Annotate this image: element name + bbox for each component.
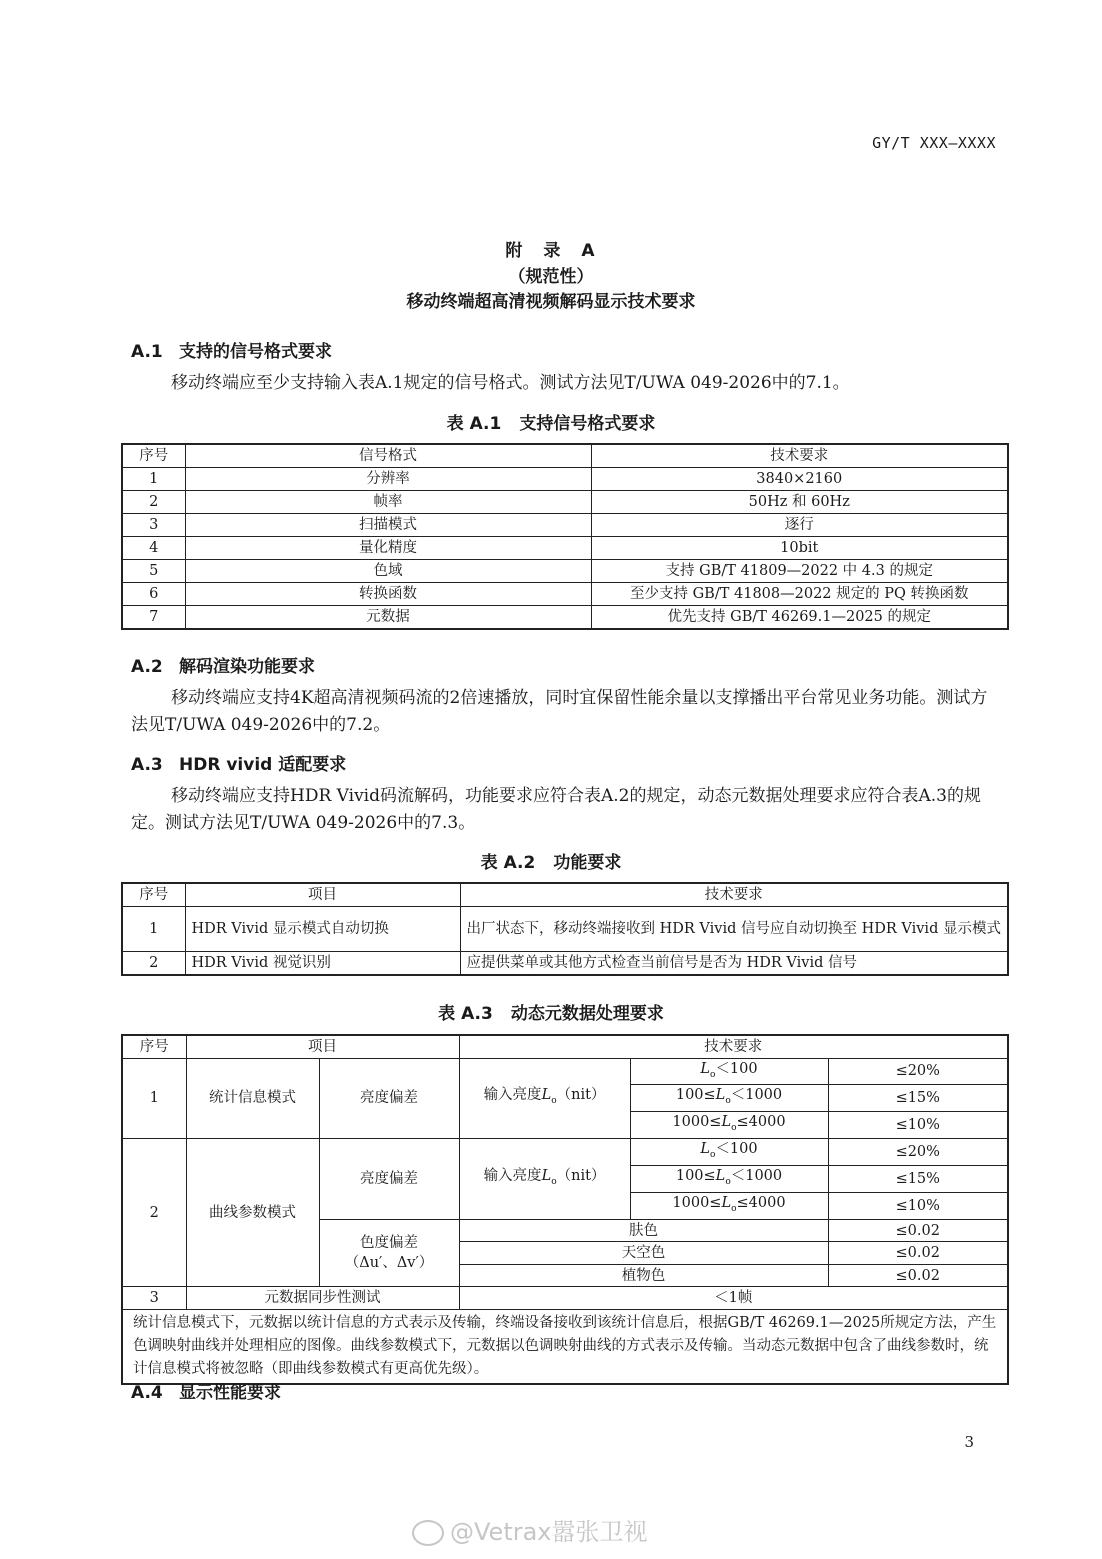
- section-title: 支持的信号格式要求: [179, 342, 332, 362]
- range-suffix: ≤4000: [736, 1194, 786, 1211]
- section-heading-a3: [131, 750, 346, 775]
- table-cell: 3840×2160: [591, 468, 1008, 491]
- table-cell: 帧率: [185, 491, 591, 514]
- range-prefix: 100≤: [675, 1087, 716, 1104]
- range-cell: [630, 1166, 828, 1193]
- table-cell: 元数据同步性测试: [186, 1287, 459, 1310]
- section-number: A.2: [131, 657, 163, 677]
- table-cell: 分辨率: [185, 468, 591, 491]
- luminance-symbol: L: [721, 1194, 732, 1211]
- luminance-symbol: L: [541, 1168, 552, 1185]
- range-suffix: ＜1000: [730, 1168, 783, 1185]
- range-cell: [630, 1058, 828, 1085]
- range-suffix: ＜100: [715, 1060, 758, 1077]
- caption-text: 动态元数据处理要求: [510, 1004, 664, 1024]
- table-cell: 优先支持 GB/T 46269.1—2025 的规定: [591, 606, 1008, 630]
- input-unit: （nit）: [556, 1087, 606, 1104]
- table-cell: 曲线参数模式: [186, 1139, 319, 1287]
- table-header-cell: 序号: [122, 1035, 186, 1058]
- table-header-row: [122, 883, 1008, 907]
- color-name-cell: 肤色: [459, 1219, 828, 1242]
- range-cell: [630, 1192, 828, 1219]
- section-heading-a1: [131, 337, 332, 362]
- caption-text: 支持信号格式要求: [519, 414, 656, 434]
- table-cell: 至少支持 GB/T 41808—2022 规定的 PQ 转换函数: [591, 583, 1008, 606]
- table-note: 统计信息模式下，元数据以统计信息的方式表示及传输，终端设备接收到该统计信息后，根据GB/T 46269.1—2025所规定方法，产生色调映射曲线并处理相应的图像。曲线参数模式下，元数据以色调映射曲线的方式表示及传输。当动态元数据中包含了曲线参数时，统计信息模式将被忽略（即曲线参数模式有更高优先级）。: [122, 1309, 1008, 1384]
- limit-cell: ≤10%: [828, 1112, 1008, 1139]
- table-cell: HDR Vivid 视觉识别: [185, 952, 460, 976]
- section-title: 显示性能要求: [179, 1383, 281, 1403]
- section-text-a2: 移动终端应支持4K超高清视频码流的2倍速播放，同时宜保留性能余量以支撑播出平台常见业务功能。测试方法见T/UWA 049-2026中的7.2。: [131, 688, 988, 735]
- table-a1: [121, 443, 1009, 630]
- table-a1-caption: [0, 409, 1102, 434]
- range-prefix: 1000≤: [672, 1194, 722, 1211]
- section-heading-a4: [131, 1378, 281, 1403]
- table-cell: 4: [122, 537, 185, 560]
- section-title: HDR vivid 适配要求: [179, 755, 347, 775]
- table-cell: 2: [122, 952, 185, 976]
- luminance-subscript: o: [710, 1150, 716, 1161]
- appendix-title: 移动终端超高清视频解码显示技术要求: [406, 292, 696, 312]
- table-header-row: [122, 444, 1008, 468]
- table-cell: 6: [122, 583, 185, 606]
- section-number: A.1: [131, 342, 163, 362]
- table-row: [122, 907, 1008, 952]
- table-row: [122, 1287, 1008, 1310]
- input-label: 输入亮度: [483, 1087, 542, 1104]
- weibo-icon: [412, 1520, 444, 1546]
- caption-text: 功能要求: [553, 853, 622, 873]
- limit-cell: ≤15%: [828, 1085, 1008, 1112]
- appendix-label: 附 录 A: [505, 241, 597, 261]
- table-row: [122, 1058, 1008, 1085]
- table-cell: 出厂状态下，移动终端接收到 HDR Vivid 信号应自动切换至 HDR Vivid 显示模式: [460, 907, 1008, 952]
- table-cell: 元数据: [185, 606, 591, 630]
- range-suffix: ＜100: [715, 1141, 758, 1158]
- luminance-subscript: o: [710, 1069, 716, 1080]
- table-cell: 亮度偏差: [319, 1139, 459, 1220]
- luminance-symbol: L: [715, 1168, 726, 1185]
- table-row: [122, 514, 1008, 537]
- limit-cell: ≤0.02: [828, 1219, 1008, 1242]
- table-cell: 10bit: [591, 537, 1008, 560]
- table-header-cell: 技术要求: [459, 1035, 1008, 1058]
- table-cell: 3: [122, 1287, 186, 1310]
- table-cell: HDR Vivid 显示模式自动切换: [185, 907, 460, 952]
- table-cell: 1: [122, 468, 185, 491]
- section-text-a1: 移动终端应至少支持输入表A.1规定的信号格式。测试方法见T/UWA 049-2026中的7.1。: [171, 373, 850, 393]
- luminance-subscript: o: [725, 1096, 731, 1107]
- luminance-symbol: L: [700, 1060, 711, 1077]
- table-cell: 应提供菜单或其他方式检查当前信号是否为 HDR Vivid 信号: [460, 952, 1008, 976]
- table-a2-caption: [0, 848, 1102, 873]
- table-cell: 转换函数: [185, 583, 591, 606]
- table-cell: 7: [122, 606, 185, 630]
- table-header-cell: 序号: [122, 883, 185, 907]
- color-name-cell: 天空色: [459, 1242, 828, 1265]
- section-heading-a2: [131, 652, 315, 677]
- limit-cell: ≤20%: [828, 1139, 1008, 1166]
- limit-cell: ≤15%: [828, 1166, 1008, 1193]
- caption-number: 表 A.3: [438, 1004, 493, 1024]
- table-header-cell: 项目: [185, 883, 460, 907]
- luminance-symbol: L: [700, 1141, 711, 1158]
- table-header-row: [122, 1035, 1008, 1058]
- range-suffix: ＜1000: [730, 1087, 783, 1104]
- table-cell: 统计信息模式: [186, 1058, 319, 1139]
- table-cell: 色域: [185, 560, 591, 583]
- table-cell: 50Hz 和 60Hz: [591, 491, 1008, 514]
- section-title: 解码渲染功能要求: [179, 657, 315, 677]
- luminance-subscript: o: [731, 1203, 737, 1214]
- input-luminance-cell: [459, 1139, 630, 1220]
- table-a3: [121, 1034, 1009, 1385]
- chroma-sublabel: （Δu′、Δv′）: [344, 1255, 434, 1272]
- page-number: 3: [964, 1433, 974, 1451]
- caption-number: 表 A.2: [480, 853, 536, 873]
- table-cell: 3: [122, 514, 185, 537]
- watermark-text: @Vetrax嚣张卫视: [450, 1518, 648, 1546]
- range-prefix: 100≤: [675, 1168, 716, 1185]
- section-text-a3: 移动终端应支持HDR Vivid码流解码，功能要求应符合表A.2的规定，动态元数据处理要求应符合表A.3的规定。测试方法见T/UWA 049-2026中的7.3。: [131, 786, 981, 833]
- range-cell: [630, 1112, 828, 1139]
- table-cell: 支持 GB/T 41809—2022 中 4.3 的规定: [591, 560, 1008, 583]
- range-cell: [630, 1139, 828, 1166]
- table-cell: 量化精度: [185, 537, 591, 560]
- table-cell: 5: [122, 560, 185, 583]
- limit-cell: ≤0.02: [828, 1264, 1008, 1287]
- watermark: [412, 1512, 648, 1547]
- luminance-subscript: o: [731, 1123, 737, 1134]
- luminance-symbol: L: [715, 1087, 726, 1104]
- table-row: [122, 606, 1008, 630]
- table-a2: [121, 882, 1009, 976]
- table-cell: 2: [122, 1139, 186, 1287]
- limit-cell: ≤0.02: [828, 1242, 1008, 1265]
- table-note-row: [122, 1309, 1008, 1384]
- luminance-subscript: o: [551, 1176, 557, 1187]
- caption-number: 表 A.1: [446, 414, 502, 434]
- table-cell: 1: [122, 1058, 186, 1139]
- luminance-subscript: o: [725, 1176, 731, 1187]
- table-row: [122, 952, 1008, 976]
- section-number: A.3: [131, 755, 163, 775]
- limit-cell: ≤10%: [828, 1192, 1008, 1219]
- chroma-label: 色度偏差: [360, 1235, 418, 1252]
- range-suffix: ≤4000: [736, 1114, 786, 1131]
- table-cell: ＜1帧: [459, 1287, 1008, 1310]
- input-luminance-cell: [459, 1058, 630, 1139]
- range-cell: [630, 1085, 828, 1112]
- table-row: [122, 537, 1008, 560]
- table-header-cell: 技术要求: [591, 444, 1008, 468]
- table-row: [122, 491, 1008, 514]
- table-cell: 亮度偏差: [319, 1058, 459, 1139]
- input-unit: （nit）: [556, 1168, 606, 1185]
- table-a3-caption: [0, 999, 1102, 1024]
- table-header-cell: 技术要求: [460, 883, 1008, 907]
- table-header-cell: 信号格式: [185, 444, 591, 468]
- table-cell: 2: [122, 491, 185, 514]
- table-row: [122, 468, 1008, 491]
- luminance-symbol: L: [541, 1087, 552, 1104]
- table-cell: 1: [122, 907, 185, 952]
- input-label: 输入亮度: [483, 1168, 542, 1185]
- appendix-nature: （规范性）: [508, 267, 594, 287]
- range-prefix: 1000≤: [672, 1114, 722, 1131]
- luminance-subscript: o: [551, 1096, 557, 1107]
- table-row: [122, 583, 1008, 606]
- limit-cell: ≤20%: [828, 1058, 1008, 1085]
- luminance-symbol: L: [721, 1114, 732, 1131]
- section-number: A.4: [131, 1383, 163, 1403]
- table-header-cell: 序号: [122, 444, 185, 468]
- color-name-cell: 植物色: [459, 1264, 828, 1287]
- table-cell: [319, 1219, 459, 1287]
- document-code: GY/T XXX—XXXX: [872, 134, 996, 152]
- table-cell: 逐行: [591, 514, 1008, 537]
- table-row: [122, 560, 1008, 583]
- table-row: [122, 1139, 1008, 1166]
- table-cell: 扫描模式: [185, 514, 591, 537]
- table-header-cell: 项目: [186, 1035, 459, 1058]
